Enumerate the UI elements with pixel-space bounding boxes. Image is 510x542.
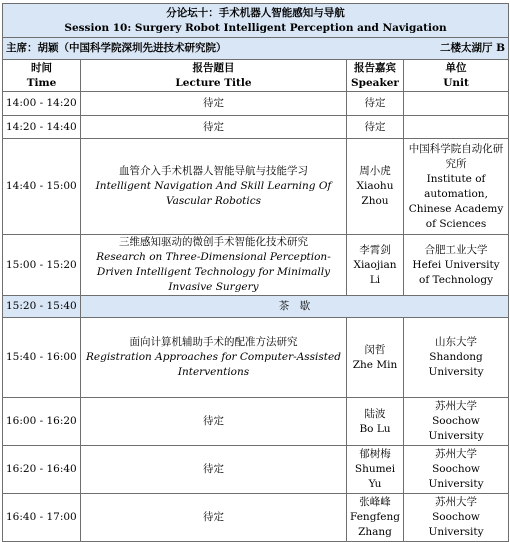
row-speaker-en: Shumei Yu bbox=[354, 463, 396, 490]
row-speaker-cn: 周小虎 bbox=[359, 165, 391, 177]
row-time: 16:20 - 16:40 bbox=[3, 446, 81, 494]
column-header-time-en: Time bbox=[26, 76, 57, 89]
row-title bbox=[81, 318, 347, 398]
row-unit-en: Hefei University of Technology bbox=[412, 258, 500, 286]
row-unit-en: Shandong University bbox=[428, 351, 484, 378]
column-header-time bbox=[3, 60, 81, 92]
row-speaker-cn: 陆波 bbox=[364, 407, 386, 420]
row-speaker: 待定 bbox=[347, 116, 404, 139]
column-header-title-cn: 报告题目 bbox=[192, 61, 235, 74]
column-header-unit bbox=[404, 60, 509, 92]
session-title-row bbox=[3, 4, 509, 38]
session-title-cn: 分论坛十：手术机器人智能感知与导航 bbox=[166, 6, 345, 19]
session-host: 主席：胡颖（中国科学院深圳先进技术研究院） bbox=[6, 42, 227, 54]
column-header-unit-en: Unit bbox=[443, 76, 469, 89]
row-speaker-en: Zhe Min bbox=[352, 358, 398, 371]
row-speaker-cn: 张峰峰 bbox=[359, 496, 391, 508]
row-time: 16:00 - 16:20 bbox=[3, 398, 81, 446]
row-unit-cn: 中国科学院自动化研究所 bbox=[408, 142, 504, 170]
row-unit bbox=[404, 494, 509, 542]
row-unit bbox=[404, 398, 509, 446]
table-row bbox=[3, 398, 509, 446]
column-header-unit-cn: 单位 bbox=[445, 61, 467, 74]
row-unit-cn: 山东大学 bbox=[435, 336, 478, 348]
row-speaker bbox=[347, 398, 404, 446]
row-unit-cn: 苏州大学 bbox=[435, 496, 478, 508]
column-header-speaker-cn: 报告嘉宾 bbox=[354, 61, 396, 74]
row-speaker-cn: 郁树梅 bbox=[359, 448, 391, 460]
session-schedule-table bbox=[2, 3, 509, 542]
row-title-en: Intelligent Navigation And Skill Learning Of Vascular Robotics bbox=[95, 180, 332, 207]
row-unit-cn: 苏州大学 bbox=[435, 400, 478, 412]
row-unit bbox=[404, 92, 509, 116]
row-time: 15:20 - 15:40 bbox=[3, 296, 81, 318]
row-time: 14:00 - 14:20 bbox=[3, 92, 81, 116]
row-unit bbox=[404, 235, 509, 296]
column-header-speaker-en: Speaker bbox=[351, 76, 399, 89]
row-speaker bbox=[347, 139, 404, 235]
table-row bbox=[3, 116, 509, 139]
row-time: 16:40 - 17:00 bbox=[3, 494, 81, 542]
row-speaker-cn: 闵哲 bbox=[364, 343, 386, 356]
session-venue: 二楼太湖厅 B bbox=[440, 42, 506, 54]
row-title bbox=[81, 139, 347, 235]
row-title: 待定 bbox=[81, 116, 347, 139]
row-time: 14:40 - 15:00 bbox=[3, 139, 81, 235]
row-speaker: 待定 bbox=[347, 92, 404, 116]
break-row bbox=[3, 296, 509, 318]
row-title: 待定 bbox=[81, 92, 347, 116]
row-unit-en: Institute of automation, Chinese Academy of Sciences bbox=[408, 172, 504, 230]
row-title-en: Registration Approaches for Computer-Assisted Interventions bbox=[86, 351, 341, 378]
row-speaker bbox=[347, 235, 404, 296]
table-row bbox=[3, 235, 509, 296]
row-unit-en: Soochow University bbox=[428, 511, 484, 538]
row-speaker bbox=[347, 494, 404, 542]
row-unit bbox=[404, 116, 509, 139]
row-unit bbox=[404, 318, 509, 398]
column-header-speaker bbox=[347, 60, 404, 92]
table-row bbox=[3, 494, 509, 542]
row-title-cn: 血管介入手术机器人智能导航与技能学习 bbox=[119, 165, 308, 177]
table-row bbox=[3, 92, 509, 116]
row-title: 待定 bbox=[81, 446, 347, 494]
table-row bbox=[3, 139, 509, 235]
row-speaker bbox=[347, 318, 404, 398]
tea-break-label: 茶 歇 bbox=[81, 296, 509, 318]
row-title-cn: 三维感知驱动的微创手术智能化技术研究 bbox=[119, 236, 308, 248]
row-time: 14:20 - 14:40 bbox=[3, 116, 81, 139]
row-speaker-en: Xiaohu Zhou bbox=[356, 180, 394, 207]
column-header-row bbox=[3, 60, 509, 92]
row-time: 15:00 - 15:20 bbox=[3, 235, 81, 296]
row-unit-en: Soochow University bbox=[428, 415, 484, 442]
row-speaker-en: Bo Lu bbox=[359, 422, 391, 435]
column-header-time-cn: 时间 bbox=[31, 61, 52, 74]
table-row bbox=[3, 446, 509, 494]
session-title-en: Session 10: Surgery Robot Intelligent Perception and Navigation bbox=[64, 21, 447, 34]
row-speaker-en: Fengfeng Zhang bbox=[350, 511, 400, 538]
column-header-title-en: Lecture Title bbox=[175, 76, 252, 89]
row-title bbox=[81, 235, 347, 296]
row-time: 15:40 - 16:00 bbox=[3, 318, 81, 398]
row-unit-cn: 合肥工业大学 bbox=[424, 243, 488, 256]
row-speaker bbox=[347, 446, 404, 494]
row-unit bbox=[404, 446, 509, 494]
row-title-cn: 面向计算机辅助手术的配准方法研究 bbox=[129, 336, 298, 348]
table-row bbox=[3, 318, 509, 398]
row-unit-cn: 苏州大学 bbox=[435, 448, 478, 460]
row-title-en: Research on Three-Dimensional Perception-Driven Intelligent Technology for Minimally Invasive Surgery bbox=[96, 251, 331, 293]
row-unit bbox=[404, 139, 509, 235]
session-title-cell bbox=[3, 4, 509, 38]
column-header-title bbox=[81, 60, 347, 92]
session-host-cell bbox=[3, 38, 509, 60]
row-title: 待定 bbox=[81, 398, 347, 446]
row-unit-en: Soochow University bbox=[428, 463, 484, 490]
row-title: 待定 bbox=[81, 494, 347, 542]
row-speaker-en: Xiaojian Li bbox=[353, 258, 397, 286]
session-host-row bbox=[3, 38, 509, 60]
row-speaker-cn: 李霄剑 bbox=[359, 243, 391, 256]
